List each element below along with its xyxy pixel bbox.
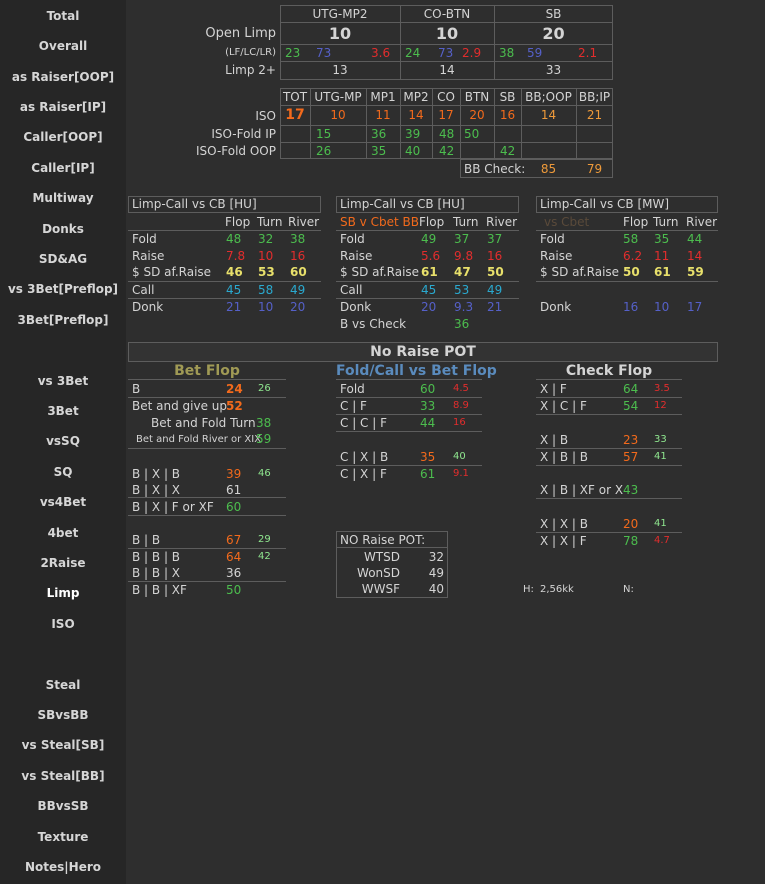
summary-label: WonSD bbox=[357, 566, 400, 580]
lr-co: 2.9 bbox=[462, 46, 482, 60]
stat-value: 5.6 bbox=[421, 249, 441, 263]
iso-header-sb: SB bbox=[499, 90, 516, 104]
stat-value: 37 bbox=[454, 232, 470, 246]
nav-sd-ag[interactable]: SD&AG bbox=[38, 252, 88, 266]
row-label: $ SD af.Raise bbox=[132, 265, 212, 279]
stat-value: 16 bbox=[290, 249, 306, 263]
stat-value: 64 bbox=[623, 382, 639, 396]
stat-value: 35 bbox=[654, 232, 670, 246]
row-label: Fold bbox=[540, 232, 565, 246]
row-label: $ SD af.Raise bbox=[340, 265, 420, 279]
nav-vs-steal-bb[interactable]: vs Steal[BB] bbox=[21, 769, 105, 783]
stat-value: 39 bbox=[226, 467, 242, 481]
iso-fold-oop-label: ISO-Fold OOP bbox=[196, 144, 276, 158]
iso-fold-ip-value: 48 bbox=[439, 127, 455, 141]
nav-vs4bet[interactable]: vs4Bet bbox=[39, 495, 87, 509]
stat-value: 10 bbox=[258, 300, 274, 314]
row-label: Raise bbox=[132, 249, 165, 263]
col-river: River bbox=[288, 215, 320, 229]
iso-fold-ip-value: 15 bbox=[316, 127, 332, 141]
row-label: Donk bbox=[132, 300, 164, 314]
row-label: Bet and give up bbox=[132, 399, 227, 413]
row-label: X | X | B bbox=[540, 517, 589, 531]
summary-value: 32 bbox=[428, 550, 444, 564]
nav-2raise[interactable]: 2Raise bbox=[40, 556, 86, 570]
bet-flop-title: Bet Flop bbox=[174, 363, 240, 379]
iso-value: 17 bbox=[285, 107, 305, 123]
nav-as-raiser-ip[interactable]: as Raiser[IP] bbox=[19, 100, 107, 114]
sample-value: 41 bbox=[654, 451, 667, 462]
summary-value: 49 bbox=[428, 566, 444, 580]
stat-value: 7.8 bbox=[226, 249, 246, 263]
stat-value: 67 bbox=[226, 533, 242, 547]
col-flop: Flop bbox=[225, 215, 251, 229]
row-label: Raise bbox=[340, 249, 373, 263]
nav-vs-3bet[interactable]: vs 3Bet bbox=[37, 374, 89, 388]
lf-sb: 38 bbox=[499, 46, 515, 60]
limp2-utg: 13 bbox=[332, 63, 348, 77]
row-label: X | X | F bbox=[540, 534, 587, 548]
bb-check-oop: 85 bbox=[540, 162, 557, 176]
sample-value: 29 bbox=[258, 534, 271, 545]
row-label: B | X | X bbox=[132, 483, 181, 497]
panel-title: Limp-Call vs CB [HU] bbox=[340, 197, 465, 211]
nav-multiway[interactable]: Multiway bbox=[32, 191, 94, 205]
stats-panel bbox=[126, 0, 765, 884]
iso-value: 10 bbox=[330, 108, 346, 122]
row-label: C | X | B bbox=[340, 450, 389, 464]
row-label: B bbox=[132, 382, 141, 396]
row-label: Donk bbox=[540, 300, 572, 314]
iso-row-label: ISO bbox=[255, 109, 276, 123]
iso-fold-ip-value: 39 bbox=[405, 127, 421, 141]
nav-3bet[interactable]: 3Bet bbox=[47, 404, 79, 418]
iso-value: 20 bbox=[469, 108, 485, 122]
stat-value: 61 bbox=[226, 483, 242, 497]
check-flop-title: Check Flop bbox=[565, 363, 653, 379]
nav-iso[interactable]: ISO bbox=[51, 617, 75, 631]
row-label: Call bbox=[340, 283, 363, 297]
nav-vs-3bet-preflop[interactable]: vs 3Bet[Preflop] bbox=[7, 282, 119, 296]
stat-value: 53 bbox=[258, 265, 275, 279]
iso-header-mp2: MP2 bbox=[403, 90, 429, 104]
iso-value: 14 bbox=[540, 108, 557, 122]
summary-title: NO Raise POT: bbox=[340, 533, 426, 547]
open-limp-value-sb: 20 bbox=[542, 24, 565, 43]
stat-value: 17 bbox=[687, 300, 703, 314]
stat-value: 36 bbox=[226, 566, 242, 580]
sample-value: 4.7 bbox=[654, 535, 670, 546]
col-turn: Turn bbox=[653, 215, 679, 229]
row-label: Raise bbox=[540, 249, 573, 263]
nav-vs-steal-sb[interactable]: vs Steal[SB] bbox=[21, 738, 105, 752]
lc-sb: 59 bbox=[527, 46, 543, 60]
stat-value: 59 bbox=[687, 265, 704, 279]
sidebar-nav bbox=[0, 0, 126, 884]
stat-value: 60 bbox=[226, 500, 242, 514]
row-label: B vs Check bbox=[340, 317, 407, 331]
col-header-co-btn: CO-BTN bbox=[423, 7, 471, 21]
sample-value: 9.1 bbox=[453, 468, 469, 479]
limp2-sb: 33 bbox=[545, 63, 562, 77]
stat-value: 11 bbox=[654, 249, 670, 263]
lf-co: 24 bbox=[405, 46, 421, 60]
stat-value: 20 bbox=[623, 517, 639, 531]
stat-value: 35 bbox=[420, 450, 436, 464]
nav-limp[interactable]: Limp bbox=[46, 586, 80, 600]
stat-value: 78 bbox=[623, 534, 639, 548]
sample-value: 3.5 bbox=[654, 383, 670, 394]
summary-value: 40 bbox=[428, 582, 444, 596]
stat-value: 60 bbox=[290, 265, 307, 279]
nav-steal[interactable]: Steal bbox=[45, 678, 81, 692]
stat-value: 23 bbox=[623, 433, 639, 447]
stat-value: 50 bbox=[623, 265, 640, 279]
col-header-utg-mp2: UTG-MP2 bbox=[312, 7, 368, 21]
no-raise-pot-title: No Raise POT bbox=[370, 344, 476, 360]
stat-value: 16 bbox=[487, 249, 503, 263]
lr-utg: 3.6 bbox=[371, 46, 391, 60]
row-label: C | C | F bbox=[340, 416, 388, 430]
col-turn: Turn bbox=[453, 215, 479, 229]
row-label: B | B bbox=[132, 533, 161, 547]
stat-value: 32 bbox=[258, 232, 274, 246]
sample-value: 33 bbox=[654, 434, 667, 445]
iso-value: 21 bbox=[586, 108, 603, 122]
nav-vssq[interactable]: vsSQ bbox=[46, 434, 80, 448]
stat-value: 14 bbox=[687, 249, 703, 263]
stat-value: 46 bbox=[226, 265, 243, 279]
panel-subtitle: SB v Cbet BB bbox=[340, 215, 419, 229]
row-label: X | B | B bbox=[540, 450, 589, 464]
lf-utg: 23 bbox=[285, 46, 301, 60]
stat-value: 58 bbox=[258, 283, 274, 297]
fold-call-title: Fold/Call vs Bet Flop bbox=[336, 363, 497, 379]
limp2-label: Limp 2+ bbox=[225, 63, 276, 77]
iso-value: 11 bbox=[375, 108, 391, 122]
iso-fold-oop-value: 42 bbox=[439, 144, 455, 158]
stat-value: 38 bbox=[290, 232, 306, 246]
stat-value: 53 bbox=[454, 283, 470, 297]
stat-value: 37 bbox=[487, 232, 503, 246]
hands-label: H: bbox=[523, 584, 534, 595]
sample-value: 42 bbox=[258, 551, 271, 562]
stat-value: 58 bbox=[623, 232, 639, 246]
sample-value: 12 bbox=[654, 400, 667, 411]
stat-value: 61 bbox=[421, 265, 438, 279]
sample-value: 46 bbox=[258, 468, 271, 479]
stat-value: 50 bbox=[487, 265, 504, 279]
stat-value: 49 bbox=[487, 283, 503, 297]
stat-value: 20 bbox=[290, 300, 306, 314]
n-label: N: bbox=[623, 584, 634, 595]
row-label: X | B | XF or X bbox=[540, 483, 624, 497]
sample-value: 40 bbox=[453, 451, 466, 462]
iso-fold-oop-value: 42 bbox=[500, 144, 516, 158]
nav-sbvsbb[interactable]: SBvsBB bbox=[37, 708, 89, 722]
stat-value: 61 bbox=[420, 467, 436, 481]
stat-value: 38 bbox=[256, 416, 272, 430]
stat-value: 6.2 bbox=[623, 249, 643, 263]
stat-value: 10 bbox=[654, 300, 670, 314]
col-flop: Flop bbox=[623, 215, 649, 229]
col-river: River bbox=[686, 215, 718, 229]
sample-value: 41 bbox=[654, 518, 667, 529]
iso-header-co: CO bbox=[437, 90, 455, 104]
row-label: B | X | B bbox=[132, 467, 181, 481]
row-label: B | B | B bbox=[132, 550, 181, 564]
row-label: X | B bbox=[540, 433, 569, 447]
stat-value: 57 bbox=[623, 450, 639, 464]
row-label: Bet and Fold River or XIX bbox=[136, 434, 262, 445]
nav-notes-hero[interactable]: Notes|Hero bbox=[24, 860, 102, 874]
stat-value: 16 bbox=[623, 300, 639, 314]
stat-value: 21 bbox=[226, 300, 242, 314]
stat-value: 47 bbox=[454, 265, 471, 279]
stat-value: 9.8 bbox=[454, 249, 474, 263]
col-flop: Flop bbox=[419, 215, 445, 229]
row-label: Donk bbox=[340, 300, 372, 314]
limp2-co: 14 bbox=[439, 63, 455, 77]
stat-value: 59 bbox=[256, 432, 272, 446]
stat-value: 49 bbox=[290, 283, 306, 297]
iso-fold-oop-value: 26 bbox=[316, 144, 332, 158]
panel-subtitle: vs Cbet bbox=[544, 215, 590, 229]
stat-value: 44 bbox=[687, 232, 703, 246]
row-label: Fold bbox=[340, 382, 365, 396]
col-river: River bbox=[486, 215, 518, 229]
iso-header-tot: TOT bbox=[282, 90, 308, 104]
summary-label: WTSD bbox=[363, 550, 400, 564]
row-label: $ SD af.Raise bbox=[540, 265, 620, 279]
stat-value: 61 bbox=[654, 265, 671, 279]
row-label: B | B | X bbox=[132, 566, 181, 580]
nav-caller-oop[interactable]: Caller[OOP] bbox=[23, 130, 103, 144]
iso-header-bb-ip: BB;IP bbox=[578, 90, 611, 104]
col-header-sb: SB bbox=[545, 7, 562, 21]
bb-check-ip: 79 bbox=[586, 162, 603, 176]
nav-as-raiser-oop[interactable]: as Raiser[OOP] bbox=[11, 70, 115, 84]
row-label: X | C | F bbox=[540, 399, 587, 413]
stat-value: 45 bbox=[421, 283, 437, 297]
open-limp-value-co: 10 bbox=[435, 24, 459, 43]
nav-donks[interactable]: Donks bbox=[42, 222, 84, 236]
row-label: Fold bbox=[132, 232, 157, 246]
stat-value: 36 bbox=[454, 317, 470, 331]
lc-co: 73 bbox=[438, 46, 454, 60]
bb-check-label: BB Check: bbox=[464, 162, 526, 176]
stat-value: 45 bbox=[226, 283, 242, 297]
iso-header-utg-mp: UTG-MP bbox=[314, 90, 362, 104]
summary-label: WWSF bbox=[361, 582, 400, 596]
iso-value: 14 bbox=[408, 108, 424, 122]
lc-utg: 73 bbox=[316, 46, 332, 60]
row-label: Bet and Fold Turn bbox=[151, 416, 256, 430]
panel-title: Limp-Call vs CB [MW] bbox=[540, 197, 670, 211]
open-limp-value-utg: 10 bbox=[328, 24, 352, 43]
stat-value: 10 bbox=[258, 249, 274, 263]
stat-value: 60 bbox=[420, 382, 436, 396]
row-label: Fold bbox=[340, 232, 365, 246]
row-label: C | X | F bbox=[340, 467, 387, 481]
iso-fold-oop-value: 35 bbox=[371, 144, 387, 158]
stat-value: 49 bbox=[421, 232, 437, 246]
stat-value: 48 bbox=[226, 232, 242, 246]
iso-fold-ip-value: 36 bbox=[371, 127, 387, 141]
stat-value: 20 bbox=[421, 300, 437, 314]
nav-overall[interactable]: Overall bbox=[38, 39, 88, 53]
row-label: Call bbox=[132, 283, 155, 297]
stat-value: 21 bbox=[487, 300, 503, 314]
iso-fold-ip-label: ISO-Fold IP bbox=[211, 127, 276, 141]
open-limp-sublabel: (LF/LC/LR) bbox=[225, 47, 276, 58]
row-label: B | B | XF bbox=[132, 583, 187, 597]
row-label: B | X | F or XF bbox=[132, 500, 214, 514]
stat-value: 9.3 bbox=[454, 300, 474, 314]
nav-3bet-preflop[interactable]: 3Bet[Preflop] bbox=[17, 313, 109, 327]
col-turn: Turn bbox=[257, 215, 283, 229]
nav-texture[interactable]: Texture bbox=[37, 830, 89, 844]
nav-sq[interactable]: SQ bbox=[53, 465, 73, 479]
stat-value: 43 bbox=[623, 483, 639, 497]
sample-value: 8.9 bbox=[453, 400, 469, 411]
nav-total[interactable]: Total bbox=[46, 9, 80, 23]
iso-value: 16 bbox=[499, 108, 516, 122]
nav-bbvssb[interactable]: BBvsSB bbox=[37, 799, 89, 813]
open-limp-label: Open Limp bbox=[205, 26, 276, 41]
sample-value: 26 bbox=[258, 383, 271, 394]
hands-count: 2,56kk bbox=[540, 584, 574, 595]
iso-header-btn: BTN bbox=[464, 90, 490, 104]
iso-fold-ip-value: 50 bbox=[464, 127, 480, 141]
stat-value: 33 bbox=[420, 399, 436, 413]
stat-value: 50 bbox=[226, 583, 242, 597]
panel-title: Limp-Call vs CB [HU] bbox=[132, 197, 257, 211]
lr-sb: 2.1 bbox=[578, 46, 598, 60]
row-label: X | F bbox=[540, 382, 567, 396]
nav-4bet[interactable]: 4bet bbox=[47, 526, 79, 540]
stat-value: 64 bbox=[226, 550, 242, 564]
iso-header-mp1: MP1 bbox=[370, 90, 396, 104]
stat-value: 24 bbox=[226, 382, 243, 396]
iso-fold-oop-value: 40 bbox=[405, 144, 421, 158]
sample-value: 4.5 bbox=[453, 383, 469, 394]
iso-header-bb-oop: BB;OOP bbox=[525, 90, 572, 104]
stat-value: 52 bbox=[226, 399, 243, 413]
nav-caller-ip[interactable]: Caller[IP] bbox=[31, 161, 95, 175]
iso-value: 17 bbox=[438, 108, 454, 122]
stat-value: 44 bbox=[420, 416, 436, 430]
stat-value: 54 bbox=[623, 399, 639, 413]
row-label: C | F bbox=[340, 399, 367, 413]
sample-value: 16 bbox=[453, 417, 466, 428]
